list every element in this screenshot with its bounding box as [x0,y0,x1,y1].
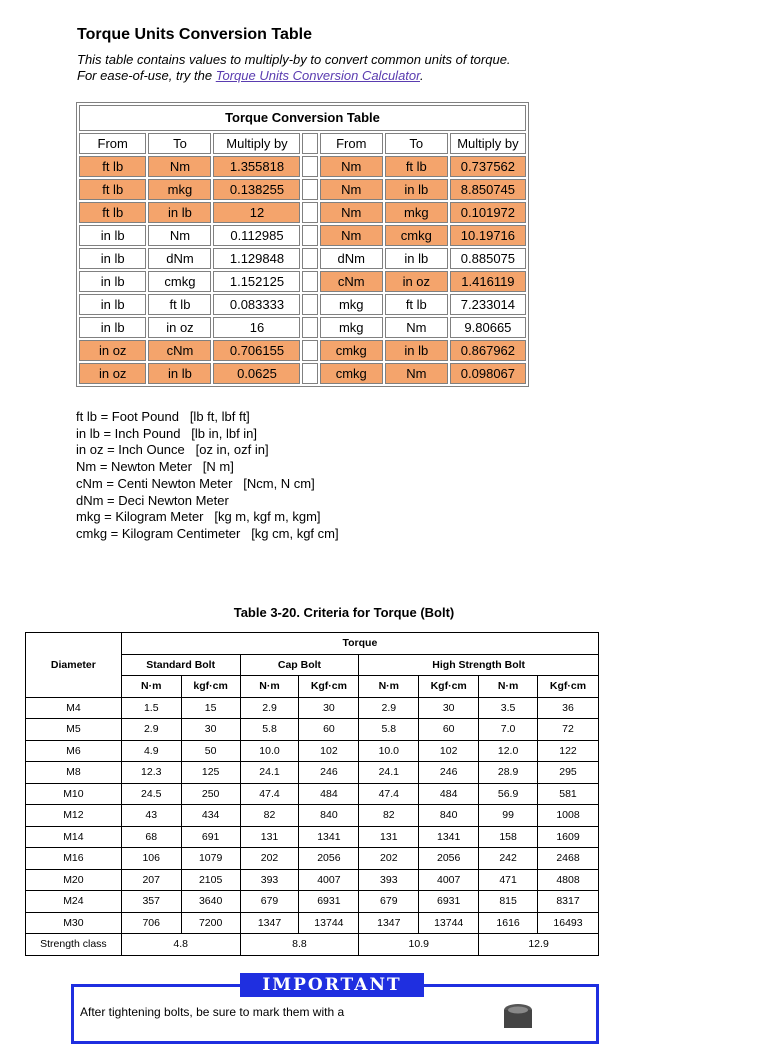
intro-text [77,52,637,84]
conversion-table-caption: Torque Conversion Table [79,105,526,131]
bolt-torque-cell: 30 [299,697,359,719]
left-multiply-cell: 0.138255 [213,179,300,200]
right-from-cell: cmkg [320,363,383,384]
bolt-torque-cell: 2056 [419,848,479,870]
right-multiply-cell: 0.101972 [450,202,526,223]
left-multiply-cell: 0.083333 [213,294,300,315]
bolt-torque-cell: 202 [359,848,419,870]
right-from-cell: Nm [320,156,383,177]
bolt-torque-cell: 12.0 [479,740,538,762]
bolt-torque-cell: 13744 [419,912,479,934]
header-to: To [148,133,211,154]
right-to-cell: ft lb [385,156,448,177]
bolt-torque-cell: 28.9 [479,762,538,784]
bolt-torque-cell: 6931 [419,891,479,913]
right-to-cell: in oz [385,271,448,292]
bolt-torque-cell: 24.1 [359,762,419,784]
bolt-torque-cell: 3640 [181,891,240,913]
right-multiply-cell: 0.737562 [450,156,526,177]
bolt-torque-cell: 13744 [299,912,359,934]
right-from-cell: mkg [320,294,383,315]
unit-header: Kgf·cm [419,676,479,698]
right-to-cell: in lb [385,248,448,269]
bolt-torque-cell: 246 [419,762,479,784]
bolt-row [26,762,599,784]
unit-header: N·m [240,676,299,698]
left-to-cell: mkg [148,179,211,200]
left-from-cell: ft lb [79,179,146,200]
unit-header: N·m [479,676,538,698]
right-multiply-cell: 1.416119 [450,271,526,292]
column-gap [302,202,317,223]
bolt-torque-table [25,632,599,956]
abbreviation-line: in oz = Inch Ounce [oz in, ozf in] [76,442,269,458]
bolt-torque-cell: 840 [419,805,479,827]
bolt-row [26,848,599,870]
right-from-cell: cmkg [320,340,383,361]
bolt-diameter-cell: M10 [26,783,122,805]
right-from-cell: Nm [320,225,383,246]
bolt-torque-cell: 679 [359,891,419,913]
header-multiply: Multiply by [450,133,526,154]
bolt-torque-cell: 1008 [538,805,599,827]
bolt-torque-cell: 1616 [479,912,538,934]
intro-suffix: . [419,68,424,83]
bolt-torque-cell: 706 [121,912,181,934]
left-multiply-cell: 12 [213,202,300,223]
strength-standard: 4.8 [121,934,240,956]
right-multiply-cell: 0.885075 [450,248,526,269]
bolt-diameter-cell: M30 [26,912,122,934]
bolt-torque-cell: 393 [359,869,419,891]
left-to-cell: cmkg [148,271,211,292]
column-gap [302,340,317,361]
conversion-row [79,363,526,384]
torque-conversion-table [76,102,529,387]
bolt-torque-cell: 4007 [419,869,479,891]
column-gap [302,248,317,269]
left-multiply-cell: 16 [213,317,300,338]
bolt-torque-cell: 691 [181,826,240,848]
right-to-cell: Nm [385,363,448,384]
left-multiply-cell: 0.112985 [213,225,300,246]
bolt-torque-cell: 30 [181,719,240,741]
diameter-header: Diameter [26,633,122,698]
bolt-torque-cell: 68 [121,826,181,848]
bolt-torque-cell: 16493 [538,912,599,934]
right-to-cell: Nm [385,317,448,338]
bolt-torque-cell: 1609 [538,826,599,848]
abbreviation-line: mkg = Kilogram Meter [kg m, kgf m, kgm] [76,509,321,525]
bolt-diameter-cell: M8 [26,762,122,784]
conversion-table-grid [77,131,528,386]
right-to-cell: in lb [385,340,448,361]
right-multiply-cell: 7.233014 [450,294,526,315]
strength-cap: 8.8 [240,934,359,956]
left-from-cell: ft lb [79,156,146,177]
bolt-torque-cell: 60 [299,719,359,741]
left-to-cell: in lb [148,363,211,384]
left-multiply-cell: 1.152125 [213,271,300,292]
bolt-torque-cell: 47.4 [240,783,299,805]
right-multiply-cell: 9.80665 [450,317,526,338]
intro-prefix: For ease-of-use, try the [77,68,216,83]
conversion-row [79,156,526,177]
bolt-torque-cell: 82 [240,805,299,827]
left-to-cell: in oz [148,317,211,338]
bolt-diameter-cell: M16 [26,848,122,870]
header-to: To [385,133,448,154]
bolt-torque-cell: 2056 [299,848,359,870]
bolt-torque-cell: 202 [240,848,299,870]
left-to-cell: Nm [148,156,211,177]
bolt-torque-cell: 1347 [240,912,299,934]
column-gap [302,294,317,315]
bolt-torque-cell: 10.0 [240,740,299,762]
right-multiply-cell: 10.19716 [450,225,526,246]
bolt-torque-cell: 581 [538,783,599,805]
left-multiply-cell: 1.355818 [213,156,300,177]
bolt-torque-cell: 393 [240,869,299,891]
bolt-torque-cell: 4007 [299,869,359,891]
bolt-torque-cell: 246 [299,762,359,784]
bolt-torque-cell: 357 [121,891,181,913]
intro-line-1: This table contains values to multiply-by to convert common units of torque. [77,52,511,67]
strength-class-label: Strength class [26,934,122,956]
bolt-torque-cell: 24.1 [240,762,299,784]
bolt-torque-cell: 679 [240,891,299,913]
bolt-torque-cell: 2105 [181,869,240,891]
bolt-torque-cell: 5.8 [240,719,299,741]
conversion-row [79,271,526,292]
left-from-cell: in lb [79,248,146,269]
bolt-torque-cell: 5.8 [359,719,419,741]
header-from: From [320,133,383,154]
bolt-torque-cell: 36 [538,697,599,719]
bolt-torque-cell: 43 [121,805,181,827]
strength-high-2: 12.9 [479,934,599,956]
bolt-torque-cell: 30 [419,697,479,719]
bolt-torque-cell: 158 [479,826,538,848]
header-from: From [79,133,146,154]
bolt-torque-cell: 99 [479,805,538,827]
unit-header: N·m [121,676,181,698]
unit-header: Kgf·cm [299,676,359,698]
left-from-cell: in lb [79,294,146,315]
group-cap-bolt: Cap Bolt [240,654,359,676]
bolt-torque-cell: 1.5 [121,697,181,719]
bolt-diameter-cell: M5 [26,719,122,741]
left-from-cell: ft lb [79,202,146,223]
bolt-torque-cell: 1341 [419,826,479,848]
bolt-torque-cell: 3.5 [479,697,538,719]
left-from-cell: in oz [79,363,146,384]
left-from-cell: in oz [79,340,146,361]
conversion-header-row [79,133,526,154]
bolt-row [26,826,599,848]
bolt-torque-cell: 484 [419,783,479,805]
left-to-cell: cNm [148,340,211,361]
left-to-cell: Nm [148,225,211,246]
column-gap [302,363,317,384]
bolt-torque-cell: 295 [538,762,599,784]
right-to-cell: ft lb [385,294,448,315]
left-multiply-cell: 0.706155 [213,340,300,361]
column-gap [302,156,317,177]
column-gap [302,317,317,338]
bolt-torque-cell: 56.9 [479,783,538,805]
left-multiply-cell: 0.0625 [213,363,300,384]
bolt-torque-cell: 6931 [299,891,359,913]
abbreviation-line: in lb = Inch Pound [lb in, lbf in] [76,425,258,441]
bolt-torque-cell: 2.9 [121,719,181,741]
left-from-cell: in lb [79,317,146,338]
bolt-torque-cell: 2.9 [359,697,419,719]
intro-line-2 [77,68,637,84]
important-text: After tightening bolts, be sure to mark them with a [80,1005,345,1019]
bolt-torque-cell: 471 [479,869,538,891]
unit-header: Kgf·cm [538,676,599,698]
bolt-torque-cell: 122 [538,740,599,762]
bolt-torque-cell: 106 [121,848,181,870]
conversion-row [79,179,526,200]
left-multiply-cell: 1.129848 [213,248,300,269]
bolt-row [26,697,599,719]
important-badge: IMPORTANT [240,973,424,997]
bolt-torque-cell: 207 [121,869,181,891]
bolt-torque-cell: 840 [299,805,359,827]
unit-abbreviations [76,409,339,543]
right-to-cell: in lb [385,179,448,200]
bolt-torque-cell: 24.5 [121,783,181,805]
conversion-row [79,340,526,361]
bolt-torque-cell: 72 [538,719,599,741]
abbreviation-line: Nm = Newton Meter [N m] [76,459,234,475]
bolt-row [26,719,599,741]
bolt-torque-cell: 1347 [359,912,419,934]
bolt-table-title: Table 3-20. Criteria for Torque (Bolt) [233,605,455,620]
bolt-table-body [26,697,599,934]
bolt-torque-cell: 125 [181,762,240,784]
bolt-torque-cell: 2.9 [240,697,299,719]
bolt-torque-cell: 15 [181,697,240,719]
bolt-row [26,869,599,891]
bolt-torque-cell: 50 [181,740,240,762]
conversion-row [79,202,526,223]
bolt-torque-cell: 82 [359,805,419,827]
bolt-row [26,740,599,762]
bolt-torque-cell: 131 [240,826,299,848]
unit-header: kgf·cm [181,676,240,698]
bolt-row [26,912,599,934]
right-multiply-cell: 8.850745 [450,179,526,200]
right-multiply-cell: 0.867962 [450,340,526,361]
left-to-cell: in lb [148,202,211,223]
bolt-diameter-cell: M12 [26,805,122,827]
page-title: Torque Units Conversion Table [77,26,312,43]
conversion-table-body [79,156,526,384]
bolt-torque-cell: 7.0 [479,719,538,741]
header-multiply: Multiply by [213,133,300,154]
right-from-cell: Nm [320,179,383,200]
right-to-cell: cmkg [385,225,448,246]
conversion-row [79,225,526,246]
abbreviation-line: ft lb = Foot Pound [lb ft, lbf ft] [76,409,250,424]
abbreviation-line: dNm = Deci Newton Meter [76,492,229,508]
bolt-diameter-cell: M4 [26,697,122,719]
bolt-row [26,891,599,913]
column-gap [302,133,317,154]
bolt-torque-cell: 1079 [181,848,240,870]
calculator-link[interactable]: Torque Units Conversion Calculator [215,68,420,83]
right-from-cell: dNm [320,248,383,269]
torque-header: Torque [121,633,598,655]
right-to-cell: mkg [385,202,448,223]
bolt-torque-cell: 4.9 [121,740,181,762]
left-to-cell: ft lb [148,294,211,315]
abbreviation-line: cmkg = Kilogram Centimeter [kg cm, kgf cm] [76,525,339,541]
bolt-diameter-cell: M24 [26,891,122,913]
conversion-row [79,317,526,338]
left-from-cell: in lb [79,271,146,292]
conversion-row [79,294,526,315]
bolt-torque-cell: 60 [419,719,479,741]
marker-icon [498,1000,542,1030]
bolt-torque-cell: 250 [181,783,240,805]
bolt-row [26,783,599,805]
bolt-torque-cell: 102 [419,740,479,762]
column-gap [302,225,317,246]
bolt-torque-cell: 8317 [538,891,599,913]
bolt-torque-cell: 131 [359,826,419,848]
unit-header: N·m [359,676,419,698]
abbreviation-line: cNm = Centi Newton Meter [Ncm, N cm] [76,475,315,491]
column-gap [302,271,317,292]
bolt-torque-cell: 47.4 [359,783,419,805]
left-to-cell: dNm [148,248,211,269]
bolt-torque-cell: 2468 [538,848,599,870]
bolt-torque-cell: 4808 [538,869,599,891]
strength-class-row [26,934,599,956]
bolt-diameter-cell: M20 [26,869,122,891]
right-from-cell: Nm [320,202,383,223]
bolt-row [26,805,599,827]
bolt-torque-cell: 434 [181,805,240,827]
right-from-cell: mkg [320,317,383,338]
bolt-torque-cell: 10.0 [359,740,419,762]
bolt-torque-cell: 815 [479,891,538,913]
bolt-torque-cell: 484 [299,783,359,805]
bolt-torque-cell: 242 [479,848,538,870]
bolt-torque-cell: 102 [299,740,359,762]
group-standard-bolt: Standard Bolt [121,654,240,676]
right-multiply-cell: 0.098067 [450,363,526,384]
bolt-diameter-cell: M14 [26,826,122,848]
left-from-cell: in lb [79,225,146,246]
right-from-cell: cNm [320,271,383,292]
column-gap [302,179,317,200]
bolt-torque-cell: 1341 [299,826,359,848]
conversion-row [79,248,526,269]
bolt-torque-cell: 7200 [181,912,240,934]
group-high-strength-bolt: High Strength Bolt [359,654,599,676]
bolt-torque-cell: 12.3 [121,762,181,784]
bolt-diameter-cell: M6 [26,740,122,762]
strength-high-1: 10.9 [359,934,479,956]
